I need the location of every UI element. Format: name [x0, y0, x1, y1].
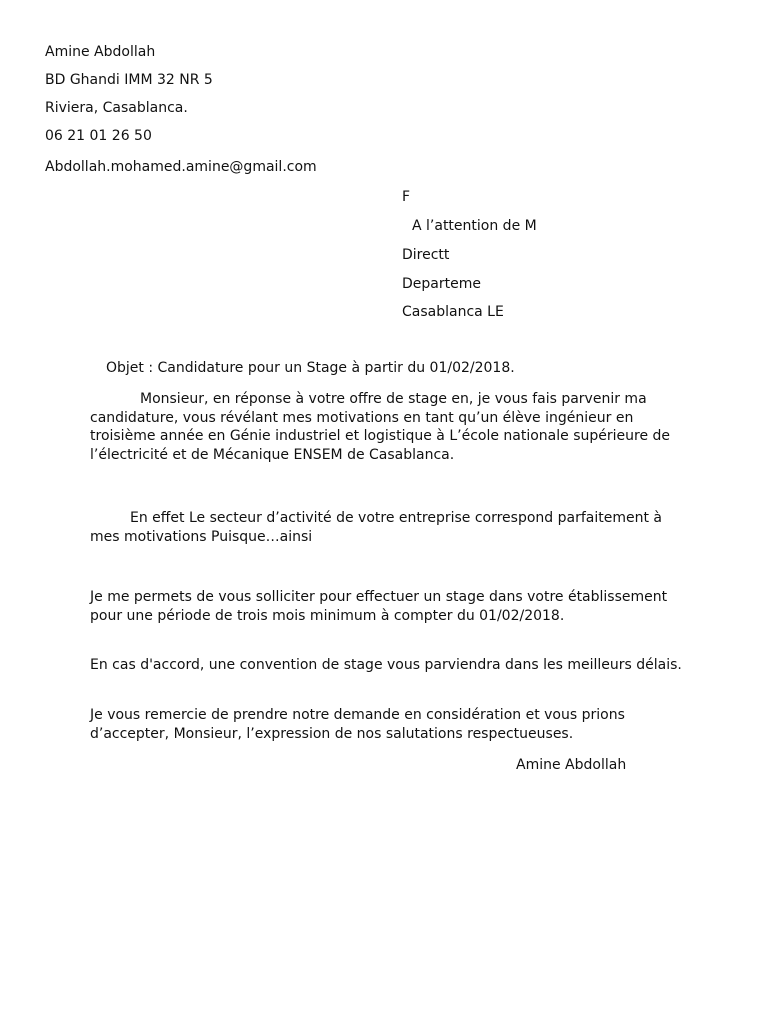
body-paragraph-3: Je me permets de vous solliciter pour effectuer un stage dans votre établissement pour une période de trois mois minimum à compter du 01/02/2018. [90, 589, 668, 624]
body-paragraph-1: Monsieur, en réponse à votre offre de stage en, je vous fais parvenir ma candidature, vous révélant mes motivations en tant qu’un élève ingénieur en troisième année en Génie industriel et logistique à L’école nationale supérieure de l’électricité et de Mécanique ENSEM de Casablanca. [90, 391, 671, 463]
recipient-attention: A l’attention de M [412, 218, 537, 234]
sender-address-line1: BD Ghandi IMM 32 NR 5 [45, 72, 213, 88]
letter-subject: Objet : Candidature pour un Stage à partir du 01/02/2018. [106, 360, 515, 376]
signature-name: Amine Abdollah [516, 757, 627, 773]
recipient-line4: Departeme [402, 276, 481, 292]
sender-email: Abdollah.mohamed.amine@gmail.com [45, 159, 317, 175]
body-paragraph-4: En cas d'accord, une convention de stage vous parviendra dans les meilleurs délais. [90, 657, 682, 673]
recipient-line1: F [402, 189, 411, 205]
sender-address-line2: Riviera, Casablanca. [45, 100, 188, 116]
recipient-line3: Directt [402, 247, 450, 263]
sender-phone: 06 21 01 26 50 [45, 128, 152, 144]
body-paragraph-5: Je vous remercie de prendre notre demande en considération et vous prions d’accepter, Monsieur, l’expression de nos salutations respectueuses. [90, 707, 625, 742]
sender-name: Amine Abdollah [45, 44, 156, 60]
recipient-city: Casablanca LE [402, 304, 504, 320]
body-paragraph-2: En effet Le secteur d’activité de votre entreprise correspond parfaitement à mes motivations Puisque…ainsi [90, 510, 662, 545]
